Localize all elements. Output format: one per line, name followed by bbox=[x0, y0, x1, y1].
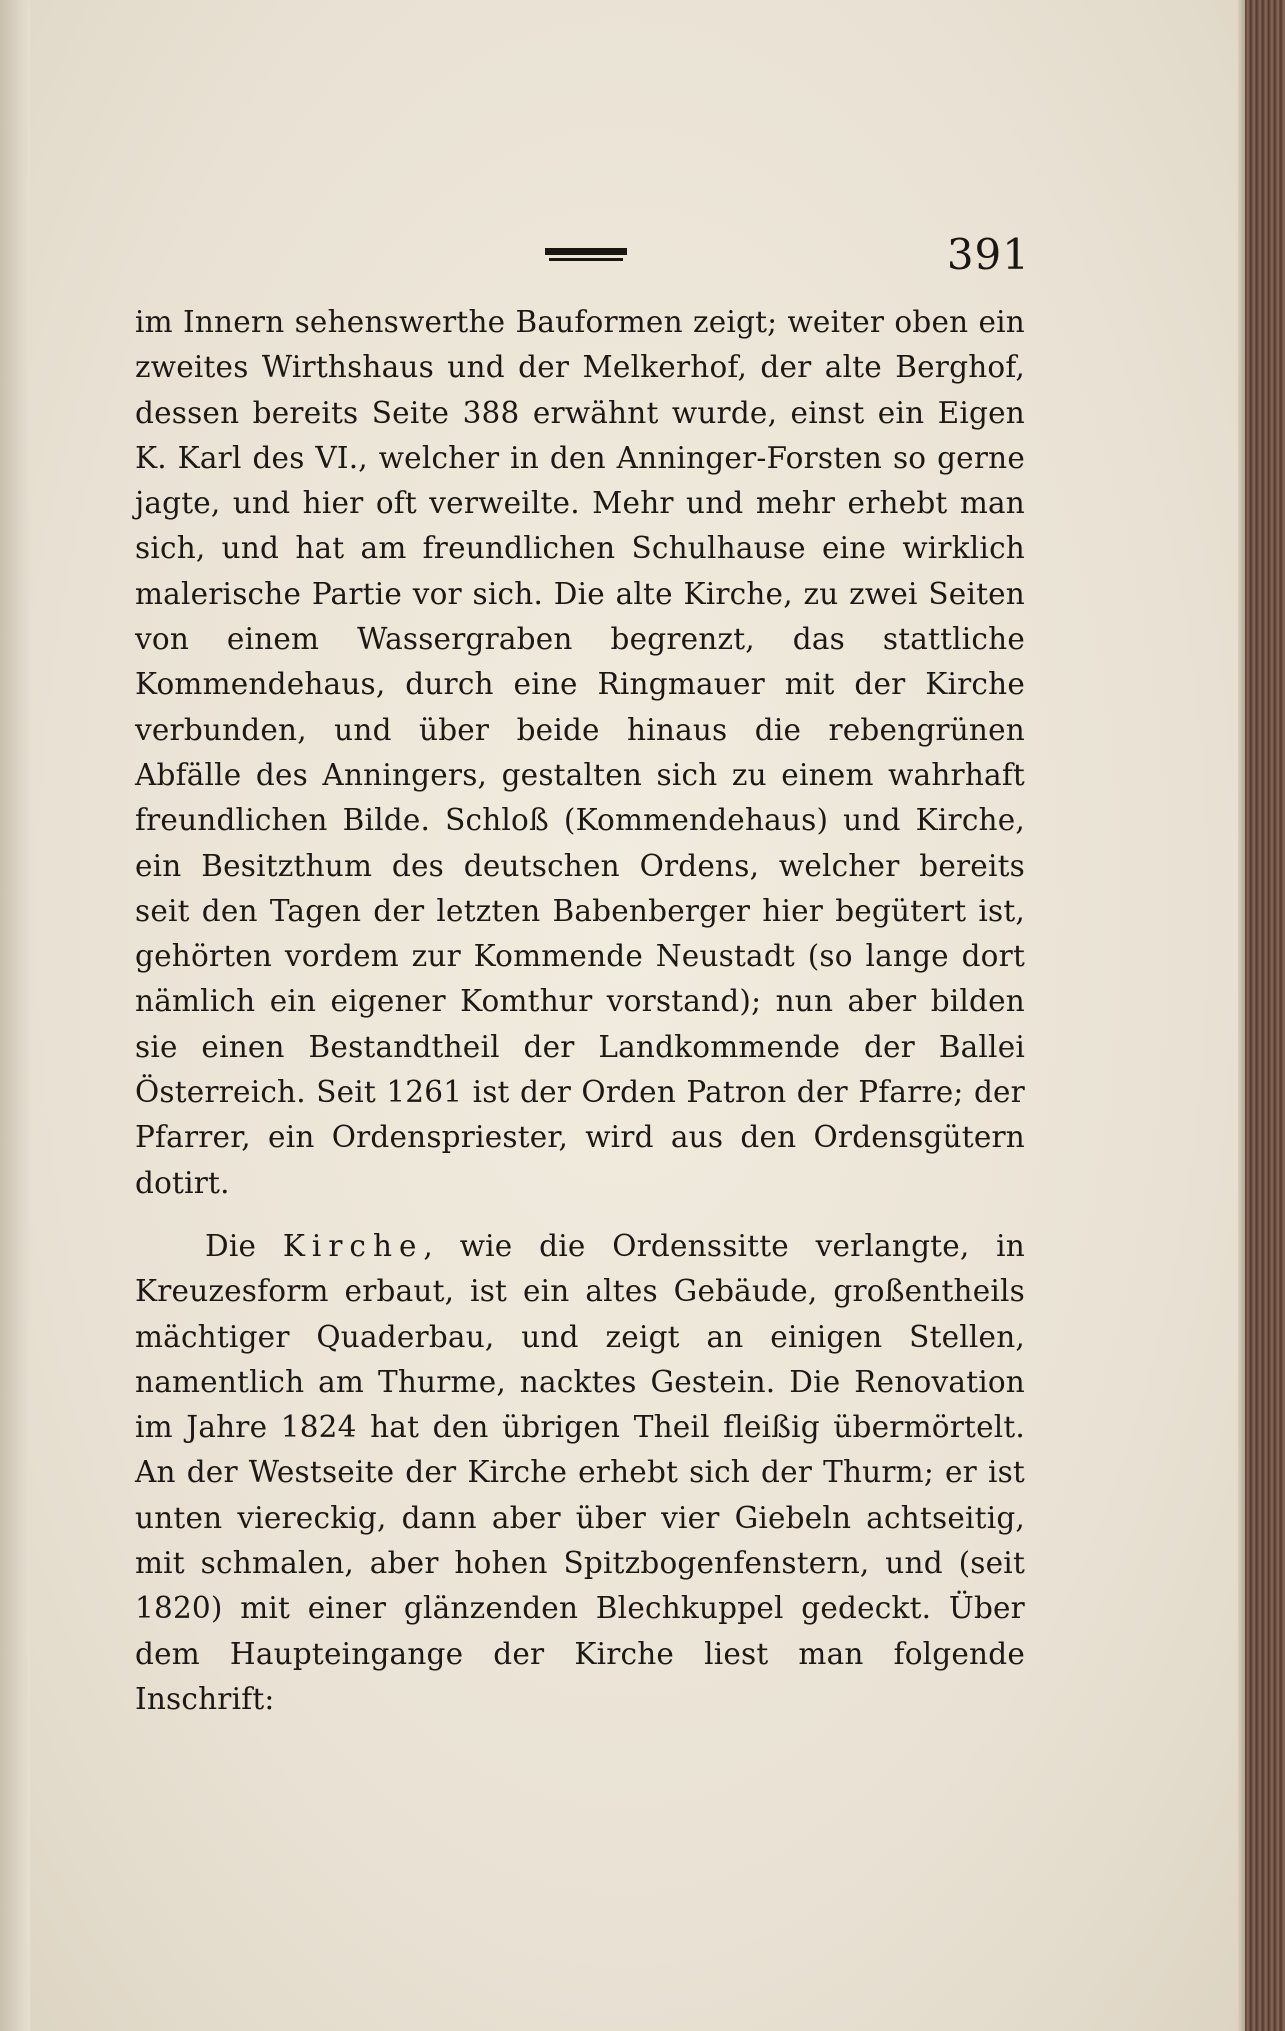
paragraph-1: im Innern sehenswerthe Bauformen zeigt; weiter oben ein zweites Wirthshaus und der Melkerhof, der alte Berghof, dessen bereits Seite 388 erwähnt wurde, einst ein Eigen K. Karl des VI., welcher in den Anninger-Forsten so gerne jagte, und hier oft verweilte. Mehr und mehr erhebt man sich, und hat am freundlichen Schulhause eine wirklich malerische Partie vor sich. Die alte Kirche, zu zwei Seiten von einem Wassergraben begrenzt, das stattliche Kommendehaus, durch eine Ringmauer mit der Kirche verbunden, und über beide hinaus die rebengrünen Abfälle des Anningers, gestalten sich zu einem wahrhaft freundlichen Bilde. Schloß (Kommendehaus) und Kirche, ein Besitzthum des deutschen Ordens, welcher bereits seit den Tagen der letzten Babenberger hier begütert ist, gehörten vordem zur Kommende Neustadt (so lange dort nämlich ein eigener Komthur vorstand); nun aber bilden sie einen Bestandtheil der Landkommende der Ballei Österreich. Seit 1261 ist der Orden Patron der Pfarre; der Pfarrer, ein Ordenspriester, wird aus den Ordensgütern dotirt. bbox=[135, 305, 1025, 1200]
page-binding-shadow bbox=[0, 0, 30, 2031]
page-header bbox=[130, 230, 1030, 290]
body-text bbox=[135, 300, 1025, 1722]
book-block-edge bbox=[1245, 0, 1285, 2031]
header-rule-ornament bbox=[545, 248, 627, 264]
paragraph-2-lead: Die bbox=[205, 1228, 257, 1263]
paragraph-2-emphasis: Kirche bbox=[282, 1228, 424, 1263]
paragraph-2-rest: , wie die Ordenssitte verlangte, in Kreuzesform erbaut, ist ein altes Gebäude, großentheils mächtiger Quaderbau, und zeigt an einigen Stellen, namentlich am Thurme, nacktes Gestein. Die Renovation im Jahre 1824 hat den übrigen Theil fleißig übermörtelt. An der Westseite der Kirche erhebt sich der Thurm; er ist unten viereckig, dann aber über vier Giebeln achtseitig, mit schmalen, aber hohen Spitzbogenfenstern, und (seit 1820) mit einer glänzenden Blechkuppel gedeckt. Über dem Haupteingange der Kirche liest man folgende Inschrift: bbox=[135, 1228, 1025, 1716]
paragraph-2 bbox=[135, 1224, 1025, 1722]
page-number: 391 bbox=[946, 230, 1030, 279]
